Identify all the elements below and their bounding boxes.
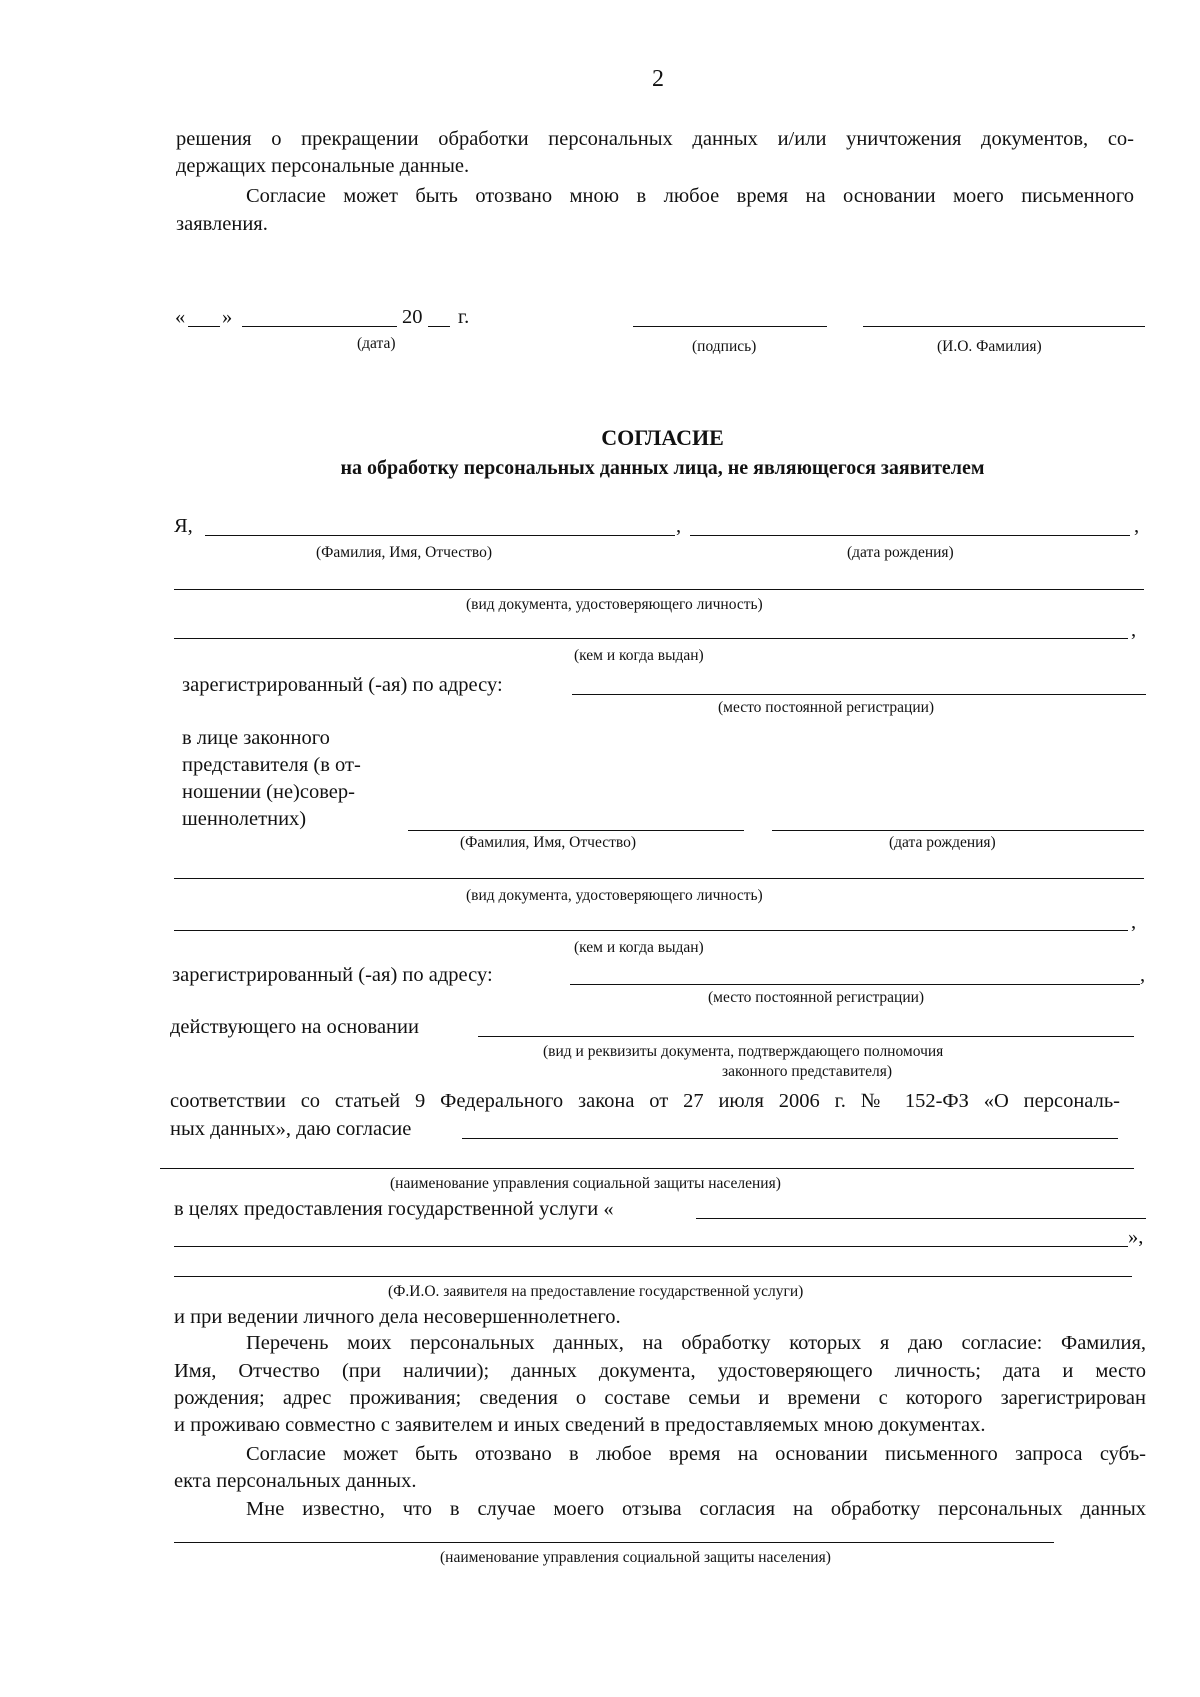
document-subtitle: на обработку персональных данных лица, не являющегося заявителем	[340, 457, 985, 479]
purpose-line-1[interactable]	[696, 1218, 1146, 1219]
registered-line[interactable]	[572, 694, 1146, 695]
org-caption: (наименование управления социальной защиты населения)	[390, 1175, 781, 1192]
rep-line-3: ношении (не)совер-	[182, 781, 355, 803]
signature-line[interactable]	[633, 326, 827, 327]
purpose-close: »,	[1128, 1226, 1144, 1248]
rep-id-document-caption: (вид документа, удостоверяющего личность)	[466, 887, 763, 904]
fio-comma: ,	[676, 515, 682, 537]
document-title: СОГЛАСИЕ	[601, 425, 724, 450]
rep-id-document-line[interactable]	[174, 878, 1144, 879]
i-label: Я,	[174, 515, 193, 537]
date-day-line[interactable]	[188, 326, 220, 327]
rep-registered-line[interactable]	[570, 984, 1140, 985]
date-caption: (дата)	[357, 335, 396, 352]
bottom-org-line[interactable]	[174, 1542, 1054, 1543]
date-year-line[interactable]	[428, 326, 450, 327]
issued-comma: ,	[1131, 619, 1137, 641]
top-line-4: заявления.	[176, 213, 268, 235]
page-number: 2	[652, 66, 664, 92]
org-name-line[interactable]	[160, 1168, 1134, 1169]
rep-dob-caption: (дата рождения)	[889, 834, 996, 851]
issued-line[interactable]	[174, 638, 1128, 639]
applicant-line[interactable]	[174, 1276, 1132, 1277]
rep-residence-caption: (место постоянной регистрации)	[708, 989, 925, 1006]
name-caption: (И.О. Фамилия)	[937, 338, 1042, 355]
top-line-2: держащих персональные данные.	[176, 155, 470, 177]
consent-to-line[interactable]	[462, 1138, 1118, 1139]
name-line[interactable]	[863, 326, 1145, 327]
rep-fio-line[interactable]	[408, 830, 744, 831]
date-year-prefix: 20	[402, 306, 423, 328]
rep-dob-line[interactable]	[772, 830, 1144, 831]
dob-caption: (дата рождения)	[847, 544, 954, 561]
residence-caption: (место постоянной регистрации)	[718, 699, 935, 716]
p1-line-2: Имя, Отчество (при наличии); данных документа, удостоверяющего личность; дата и место	[174, 1360, 1146, 1382]
top-line-3: Согласие может быть отозвано мною в любое время на основании моего письменного	[246, 185, 1134, 207]
rep-line-4: шеннолетних)	[182, 808, 307, 830]
rep-issued-caption: (кем и когда выдан)	[574, 939, 704, 956]
p2-line-1: Согласие может быть отозвано в любое время на основании письменного запроса субъ-	[246, 1443, 1146, 1465]
acting-label: действующего на основании	[170, 1016, 419, 1038]
id-document-line[interactable]	[174, 589, 1144, 590]
bottom-org-caption: (наименование управления социальной защиты населения)	[440, 1549, 831, 1566]
p1-line-3: рождения; адрес проживания; сведения о составе семьи и времени с которого зарегистрирован	[174, 1387, 1146, 1409]
registered-label: зарегистрированный (-ая) по адресу:	[182, 674, 503, 696]
dob-line[interactable]	[690, 535, 1130, 536]
authority-caption-2: законного представителя)	[722, 1063, 893, 1080]
id-document-caption: (вид документа, удостоверяющего личность)	[466, 596, 763, 613]
law-line-1: соответствии со статьей 9 Федерального закона от 27 июля 2006 г. № 152-ФЗ «О персональ-	[170, 1090, 1120, 1112]
rep-issued-comma: ,	[1131, 911, 1137, 933]
applicant-caption: (Ф.И.О. заявителя на предоставление государственной услуги)	[388, 1283, 804, 1300]
rep-registered-label: зарегистрированный (-ая) по адресу:	[172, 964, 493, 986]
fio-line[interactable]	[205, 535, 675, 536]
rep-registered-comma: ,	[1140, 964, 1146, 986]
rep-line-2: представителя (в от-	[182, 754, 361, 776]
issued-caption: (кем и когда выдан)	[574, 647, 704, 664]
dob-comma: ,	[1134, 515, 1140, 537]
p1-line-4: и проживаю совместно с заявителем и иных сведений в предоставляемых мною документах.	[174, 1414, 986, 1436]
date-month-line[interactable]	[242, 326, 397, 327]
purpose-label: в целях предоставления государственной услуги «	[174, 1198, 614, 1220]
p2-line-2: екта персональных данных.	[174, 1470, 417, 1492]
minor-line: и при ведении личного дела несовершеннолетнего.	[174, 1306, 621, 1328]
authority-caption-1: (вид и реквизиты документа, подтверждающего полномочия	[543, 1043, 944, 1060]
date-quote-close: »	[222, 306, 233, 328]
date-quote-open: «	[175, 306, 186, 328]
fio-caption: (Фамилия, Имя, Отчество)	[316, 544, 492, 561]
law-line-2: ных данных», даю согласие	[170, 1118, 412, 1140]
acting-line[interactable]	[478, 1036, 1134, 1037]
rep-issued-line[interactable]	[174, 930, 1128, 931]
date-year-suffix: г.	[458, 306, 470, 328]
p3-line-1: Мне известно, что в случае моего отзыва согласия на обработку персональных данных	[246, 1498, 1146, 1520]
purpose-line-2[interactable]	[174, 1246, 1128, 1247]
rep-line-1: в лице законного	[182, 727, 330, 749]
top-line-1: решения о прекращении обработки персональных данных и/или уничтожения документов, со-	[176, 128, 1134, 150]
signature-caption: (подпись)	[692, 338, 757, 355]
p1-line-1: Перечень моих персональных данных, на обработку которых я даю согласие: Фамилия,	[246, 1332, 1146, 1354]
rep-fio-caption: (Фамилия, Имя, Отчество)	[460, 834, 636, 851]
